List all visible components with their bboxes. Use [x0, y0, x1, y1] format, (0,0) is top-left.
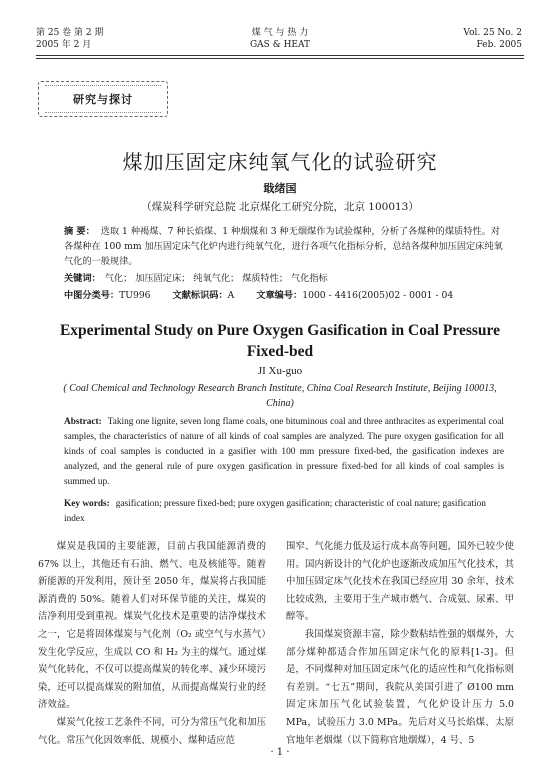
classification-group — [64, 287, 151, 301]
body-paragraph: 煤炭气化按工艺条件不同，可分为常压气化和加压气化。常压气化因效率低、规模小、煤种适应范 — [38, 716, 266, 746]
classification-line — [64, 287, 524, 301]
paper-title-en: Experimental Study on Pure Oxygen Gasification in Coal Pressure Fixed-bed — [59, 322, 501, 360]
article-no-value: 1000 - 4416(2005)02 - 0001 - 04 — [302, 290, 454, 301]
header-rule-top — [36, 55, 524, 56]
keywords-cn-label: 关键词： — [64, 273, 101, 284]
abstract-en-text: Taking one lignite, seven long flame coals, one bituminous coal and three anthracites as experimental coal samples, the characteristics of nature of all kinds of coal samples are analyzed. The pure oxygen gasification for all kinds of coal samples is conducted in a gasifier with 100 mm pressure fixed-bed, the gasification indexes are analyzed, and the general rule of pure oxygen gasification in pressure fixed-bed for all kinds of coal samples is summed up. — [64, 417, 504, 487]
author-cn: 戢绪国 — [263, 182, 297, 195]
journal-name-en: GAS & HEAT — [249, 40, 311, 50]
issue-date: 2005 年 2 月 — [36, 40, 92, 50]
body-paragraph: 煤炭是我国的主要能源，目前占我国能源消费的 67% 以上，其他还有石油、燃气、电及核能等。随着新能源的开发利用，预计至 2050 年，煤炭将占我国能源消费的 50%。随着人们对环保节能的关注，煤炭的洁净利用受到重视。煤炭气化技术是重要的洁净煤技术之一，它是将固体煤炭与气化剂（O₂ 或空气与水蒸气）发生化学反应，生成以 CO 和 H₂ 为主的煤气。通过煤炭气化转化，不仅可以提高煤炭的转化率、减少环境污染，还可以提高煤炭的附加值，从而提高煤炭行业的经济效益。 — [38, 541, 266, 711]
keywords-cn-text: 气化； 加压固定床； 纯氧气化； 煤质特性； 气化指标 — [104, 273, 328, 284]
abstract-cn-label: 摘 要： — [64, 226, 95, 237]
author-en: JI Xu-guo — [257, 365, 303, 377]
keywords-en-label: Key words: — [64, 499, 110, 509]
article-no-group — [256, 287, 453, 301]
journal-name-cn: 煤 气 与 热 力 — [251, 28, 309, 38]
doc-code-group — [173, 287, 235, 301]
abstract-cn-text: 选取 1 种褐煤、7 种长焰煤、1 种烟煤和 3 种无烟煤作为试验煤种，分析了各煤种的煤质特性。对各煤种在 100 mm 加压固定床气化炉内进行纯氧气化，进行各项气化指标分析，总结各煤种加压固定床纯氧气化的一般规律。 — [64, 226, 503, 267]
keywords-cn — [64, 270, 504, 284]
issue-date-en: Feb. 2005 — [476, 40, 522, 50]
classification-value: TU996 — [119, 290, 151, 301]
doc-code-label: 文献标识码： — [172, 290, 228, 301]
section-banner — [38, 81, 168, 117]
abstract-en — [64, 415, 504, 490]
keywords-en — [64, 497, 504, 527]
volume-issue-en: Vol. 25 No. 2 — [463, 28, 522, 38]
article-no-label: 文章编号： — [256, 290, 303, 301]
classification-label: 中图分类号： — [64, 290, 120, 301]
page-number: · 1 · — [270, 747, 290, 758]
body-column-right — [286, 538, 514, 749]
section-banner-label: 研究与探讨 — [73, 93, 133, 106]
abstract-cn — [64, 224, 504, 269]
header-rule-bottom — [36, 58, 524, 59]
body-column-left — [38, 538, 266, 749]
body-paragraph: 我国煤炭资源丰富，除少数粘结性强的烟煤外，大部分煤种都适合作加压固定床气化的原料[1-3]。但是，不同煤种对加压固定床气化的适应性和气化指标则有差别。“七五”期间，我院从美国引进了 Ø100 mm 固定床加压气化试验装置，气化炉设计压力 5.0 MPa，试验压力 3.0 MPa。先后对义马长焰煤、太原官地年老烟煤（以下简称官地烟煤），4 号、5 — [286, 628, 514, 746]
journal-volume-info-en — [463, 27, 522, 51]
volume-issue: 第 25 卷 第 2 期 — [36, 28, 104, 38]
abstract-en-label: Abstract: — [64, 417, 102, 427]
affiliation-cn: （煤炭科学研究总院 北京煤化工研究分院，北京 100013） — [141, 201, 419, 213]
affiliation-en: ( Coal Chemical and Technology Research Branch Institute, China Coal Research Institute, Beijing 100013, China) — [63, 383, 497, 409]
body-paragraph: 围窄、气化能力低及运行成本高等问题，国外已较少使用。国内新设计的气化炉也逐渐改成加压气化技术，其中加压固定床气化技术在我国已经应用 30 余年，技术比较成熟，主要用于生产城市燃气、合成氨、尿素、甲醇等。 — [286, 541, 514, 623]
doc-code-value: A — [227, 290, 235, 301]
keywords-en-text: gasification; pressure fixed-bed; pure oxygen gasification; characteristic of coal nature; gasification index — [64, 499, 486, 524]
paper-title-cn: 煤加压固定床纯氧气化的试验研究 — [122, 150, 438, 174]
